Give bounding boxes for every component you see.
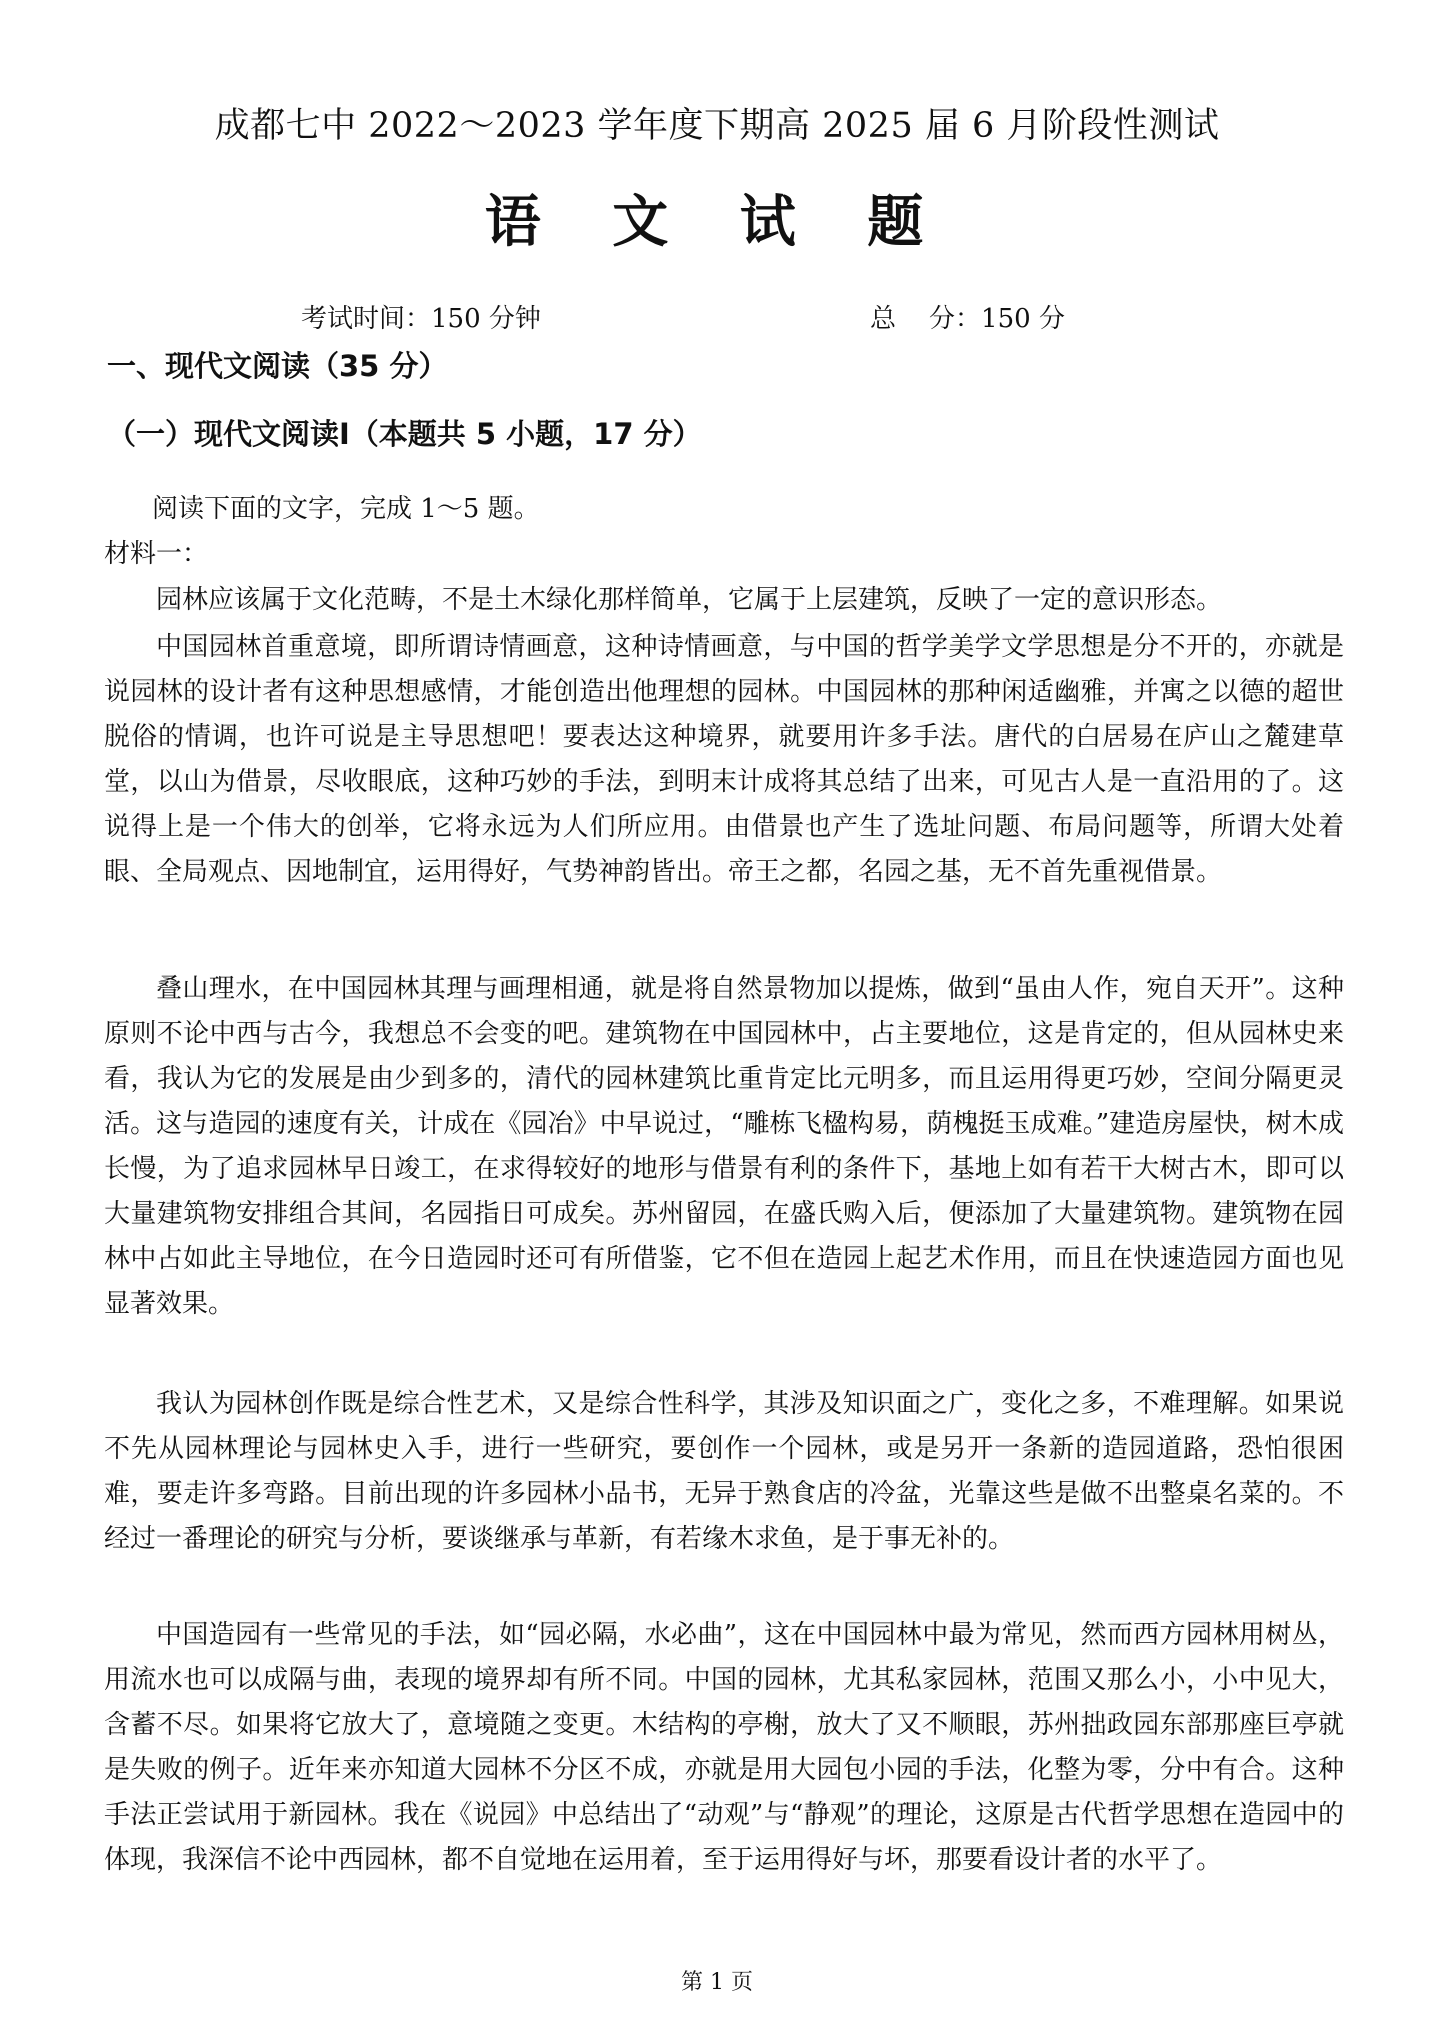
- paragraph: 中国园林首重意境，即所谓诗情画意，这种诗情画意，与中国的哲学美学文学思想是分不开的，亦就是说园林的设计者有这种思想感情，才能创造出他理想的园林。中国园林的那种闲适幽雅，并寓之以德的超世脱俗的情调，也许可说是主导思想吧！要表达这种境界，就要用许多手法。唐代的白居易在庐山之麓建草堂，以山为借景，尽收眼底，这种巧妙的手法，到明末计成将其总结了出来，可见古人是一直沿用的了。这说得上是一个伟大的创举，它将永远为人们所应用。由借景也产生了选址问题、布局问题等，所谓大处着眼、全局观点、因地制宜，运用得好，气势神韵皆出。帝王之都，名园之基，无不首先重视借景。: [104, 632, 1344, 887]
- material-label: 材料一：: [104, 539, 209, 569]
- page-number: 第 1 页: [681, 1970, 753, 1995]
- paragraph: 叠山理水，在中国园林其理与画理相通，就是将自然景物加以提炼，做到“虽由人作，宛自天开”。这种原则不论中西与古今，我想总不会变的吧。建筑物在中国园林中，占主要地位，这是肯定的，但从园林史来看，我认为它的发展是由少到多的，清代的园林建筑比重肯定比元明多，而且运用得更巧妙，空间分隔更灵活。这与造园的速度有关，计成在《园冶》中早说过，“雕栋飞楹构易，荫槐挺玉成难。”建造房屋快，树木成长慢，为了追求园林早日竣工，在求得较好的地形与借景有利的条件下，基地上如有若干大树古木，即可以大量建筑物安排组合其间，名园指日可成矣。苏州留园，在盛氏购入后，便添加了大量建筑物。建筑物在园林中占如此主导地位，在今日造园时还可有所借鉴，它不但在造园上起艺术作用，而且在快速造园方面也见显著效果。: [104, 974, 1344, 1319]
- total-score-info: 总 分：150 分: [870, 304, 1065, 334]
- reading-instruction: 阅读下面的文字，完成 1～5 题。: [152, 494, 540, 524]
- exam-series-title: 成都七中 2022～2023 学年度下期高 2025 届 6 月阶段性测试: [214, 106, 1220, 146]
- exam-time-info: 考试时间：150 分钟: [301, 304, 541, 334]
- subsection-heading: （一）现代文阅读I（本题共 5 小题，17 分）: [107, 417, 702, 451]
- section-heading: 一、现代文阅读（35 分）: [107, 349, 448, 383]
- paragraph: 我认为园林创作既是综合性艺术，又是综合性科学，其涉及知识面之广，变化之多，不难理解。如果说不先从园林理论与园林史入手，进行一些研究，要创作一个园林，或是另开一条新的造园道路，恐怕很困难，要走许多弯路。目前出现的许多园林小品书，无异于熟食店的冷盆，光靠这些是做不出整桌名菜的。不经过一番理论的研究与分析，要谈继承与革新，有若缘木求鱼，是于事无补的。: [104, 1389, 1344, 1554]
- paragraph: 园林应该属于文化范畴，不是土木绿化那样简单，它属于上层建筑，反映了一定的意识形态。: [156, 585, 1223, 615]
- page-title: 语 文 试 题: [484, 189, 950, 255]
- paragraph: 中国造园有一些常见的手法，如“园必隔，水必曲”，这在中国园林中最为常见，然而西方园林用树丛，用流水也可以成隔与曲，表现的境界却有所不同。中国的园林，尤其私家园林，范围又那么小，小中见大，含蓄不尽。如果将它放大了，意境随之变更。木结构的亭榭，放大了又不顺眼，苏州拙政园东部那座巨亭就是失败的例子。近年来亦知道大园林不分区不成，亦就是用大园包小园的手法，化整为零，分中有合。这种手法正尝试用于新园林。我在《说园》中总结出了“动观”与“静观”的理论，这原是古代哲学思想在造园中的体现，我深信不论中西园林，都不自觉地在运用着，至于运用得好与坏，那要看设计者的水平了。: [104, 1620, 1344, 1875]
